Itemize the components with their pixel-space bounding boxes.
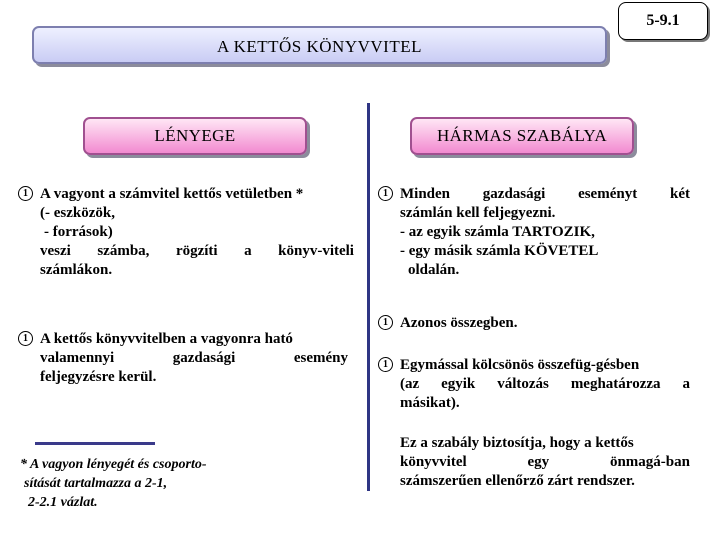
text-line: A kettős könyvvitelben a vagyonra ható: [40, 331, 293, 347]
left-item-2: [18, 330, 348, 390]
text-line: számlákon.: [40, 262, 113, 278]
footnote-line: * A vagyon lényegét és csoporto-: [20, 457, 207, 472]
word: (az: [400, 376, 420, 392]
right-heading: HÁRMAS SZABÁLYA: [410, 117, 634, 155]
left-item-1: [18, 185, 354, 285]
word: két: [669, 186, 690, 202]
text-line: [400, 453, 690, 472]
page-title: A KETTŐS KÖNYVVITEL: [217, 37, 422, 56]
numbered-bullet-icon: 1: [18, 331, 33, 346]
word: egy: [527, 454, 550, 470]
word: önmagá-ban: [609, 454, 690, 470]
numbered-bullet-icon: 1: [378, 186, 393, 201]
title-banner: [32, 26, 607, 64]
text-line: Azonos összegben.: [400, 315, 518, 331]
word: valamennyi: [40, 350, 115, 366]
text-line: A vagyont a számvitel kettős vetületben *: [40, 186, 304, 202]
numbered-bullet-icon: 1: [378, 315, 393, 330]
column-divider: [367, 103, 370, 491]
word: a: [244, 243, 252, 259]
text-line: feljegyzésre kerül.: [40, 369, 157, 385]
word: gazdasági: [172, 350, 236, 366]
numbered-bullet-icon: 1: [378, 357, 393, 372]
text-line: oldalán.: [408, 262, 460, 278]
text-line: [400, 375, 690, 394]
text-line: [400, 185, 690, 204]
left-heading: LÉNYEGE: [83, 117, 307, 155]
text-line: Ez a szabály biztosítja, hogy a kettős: [400, 435, 634, 451]
footnote-line: sítását tartalmazza a 2-1,: [24, 476, 168, 491]
word: változás: [497, 376, 549, 392]
footnote-line: 2-2.1 vázlat.: [28, 495, 98, 510]
word: rögzíti: [175, 243, 218, 259]
text-line: [40, 242, 354, 261]
word: könyv-viteli: [278, 243, 354, 259]
footnote: [20, 455, 280, 512]
right-item-1: [378, 185, 690, 285]
word: veszi: [40, 243, 71, 259]
text-line: - egy másik számla KÖVETEL: [400, 243, 599, 259]
text-line: (- eszközök,: [40, 205, 115, 221]
slide-code-badge: 5-9.1: [618, 2, 708, 40]
word: könyvvitel: [400, 454, 467, 470]
word: egyik: [441, 376, 476, 392]
word: eseményt: [578, 186, 638, 202]
text-line: - források): [44, 224, 113, 240]
text-line: - az egyik számla TARTOZIK,: [400, 224, 595, 240]
footnote-rule: [35, 442, 155, 445]
numbered-bullet-icon: 1: [18, 186, 33, 201]
text-line: számszerűen ellenőrző zárt rendszer.: [400, 473, 635, 489]
word: gazdasági: [482, 186, 546, 202]
word: számba,: [97, 243, 150, 259]
right-item-2: [378, 314, 690, 336]
word: a: [682, 376, 690, 392]
text-line: számlán kell feljegyezni.: [400, 205, 556, 221]
text-line: Egymással kölcsönös összefüg-gésben: [400, 357, 640, 373]
word: Minden: [400, 186, 451, 202]
right-item-3: [378, 356, 690, 416]
right-summary: [400, 434, 690, 494]
text-line: [40, 349, 348, 368]
word: meghatározza: [570, 376, 661, 392]
text-line: másikat).: [400, 395, 460, 411]
word: esemény: [293, 350, 348, 366]
